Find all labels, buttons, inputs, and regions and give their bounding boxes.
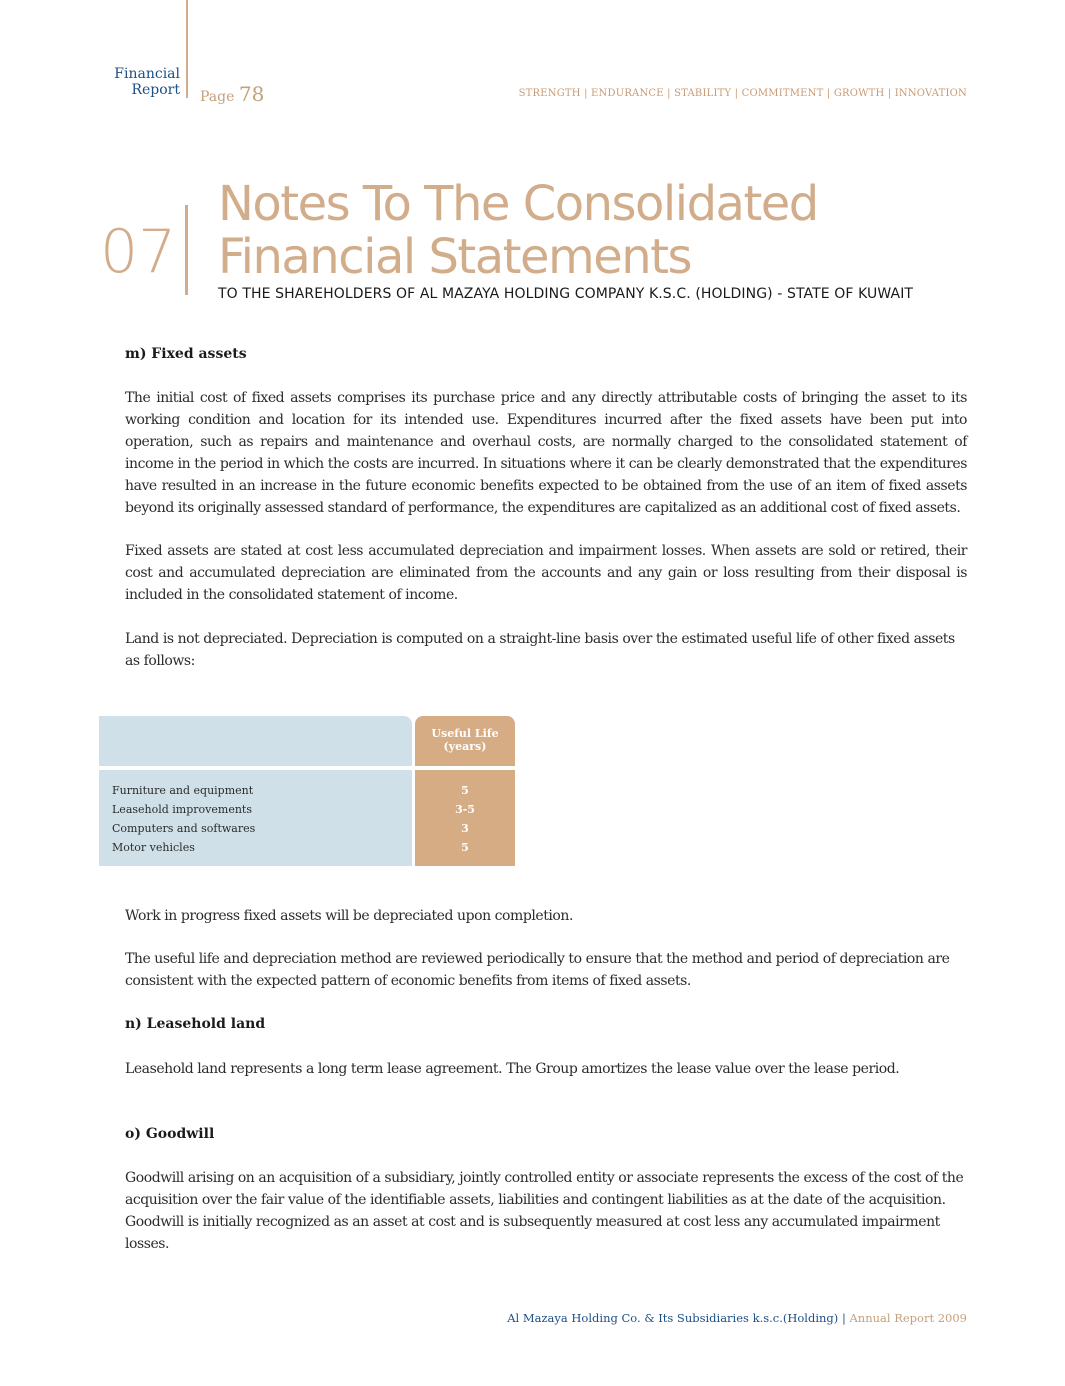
paragraph-useful-life-review: The useful life and depreciation method are reviewed periodically to ensure that the method and period of depreciation are consistent with the expected pattern of economic benefits from items of fixed assets. [125,951,950,989]
heading-goodwill: o) Goodwill [125,1126,215,1142]
table-header-blank [99,716,412,766]
section-number: 07 [100,217,177,287]
footer-company: Al Mazaya Holding Co. & Its Subsidiaries k.s.c.(Holding) [507,1311,839,1325]
table-row-label: Furniture and equipment [112,784,254,797]
paragraph-fixed-assets-stated: Fixed assets are stated at cost less accumulated depreciation and impairment losses. When assets are sold or retired, their cost and accumulated depreciation are eliminated from the accounts and any gain or loss resulting from their disposal is included in the consolidated statement of income. [125,543,967,603]
title-divider [185,205,188,295]
table-row-value: 5 [461,784,469,797]
table-row-value: 5 [461,841,469,854]
page-title-line2: Financial Statements [218,229,692,285]
page-title-line1: Notes To The Consolidated [218,176,818,232]
table-row-label: Leasehold improvements [112,803,252,816]
table-header-useful-life [415,716,515,766]
header-tagline: STRENGTH | ENDURANCE | STABILITY | COMMITMENT | GROWTH | INNOVATION [518,88,967,99]
section-label [100,66,180,98]
footer-report: Annual Report 2009 [849,1311,967,1325]
page-subtitle: TO THE SHAREHOLDERS OF AL MAZAYA HOLDING COMPANY K.S.C. (HOLDING) - STATE OF KUWAIT [218,286,914,302]
paragraph-work-in-progress: Work in progress fixed assets will be depreciated upon completion. [125,908,573,924]
page-indicator [200,82,264,106]
section-label-line1: Financial [114,66,180,82]
paragraph-fixed-assets-cost: The initial cost of fixed assets comprises its purchase price and any directly attributable costs of bringing the asset to its working condition and location for its intended use. Expenditures incurred after the fixed assets have been put into operation, such as repairs and maintenance and overhaul costs, are normally charged to the consolidated statement of income in the period in which the costs are incurred. In situations where it can be clearly demonstrated that the expenditures have resulted in an increase in the future economic benefits expected to be obtained from the use of an item of fixed assets beyond its originally assessed standard of performance, the expenditures are capitalized as an additional cost of fixed assets. [125,390,967,516]
footer-separator: | [841,1311,846,1325]
useful-life-header-line2: (years) [443,740,487,753]
useful-life-header-label [415,727,515,753]
useful-life-header-line1: Useful Life [431,727,499,740]
page-footer [507,1311,967,1325]
page-number: 78 [238,82,265,106]
heading-leasehold-land: n) Leasehold land [125,1016,266,1032]
table-row-value: 3-5 [455,803,475,816]
section-label-line2: Report [131,82,180,98]
paragraph-goodwill: Goodwill arising on an acquisition of a subsidiary, jointly controlled entity or associate represents the excess of the cost of the acquisition over the fair value of the identifiable assets, liabilities and contingent liabilities as at the date of the acquisition. Goodwill is initially recognized as an asset at cost and is subsequently measured at cost less any accumulated impairment losses. [125,1170,964,1252]
heading-fixed-assets: m) Fixed assets [125,346,247,362]
paragraph-depreciation: Land is not depreciated. Depreciation is computed on a straight-line basis over the estimated useful life of other fixed assets as follows: [125,631,955,669]
paragraph-leasehold-land: Leasehold land represents a long term lease agreement. The Group amortizes the lease value over the lease period. [125,1061,900,1077]
page-prefix: Page [200,89,235,105]
table-row-label: Motor vehicles [112,841,195,854]
table-values-column [415,770,515,866]
table-row-value: 3 [461,822,469,835]
header-divider [186,0,188,98]
table-row-label: Computers and softwares [112,822,256,835]
table-labels-column [99,770,412,866]
